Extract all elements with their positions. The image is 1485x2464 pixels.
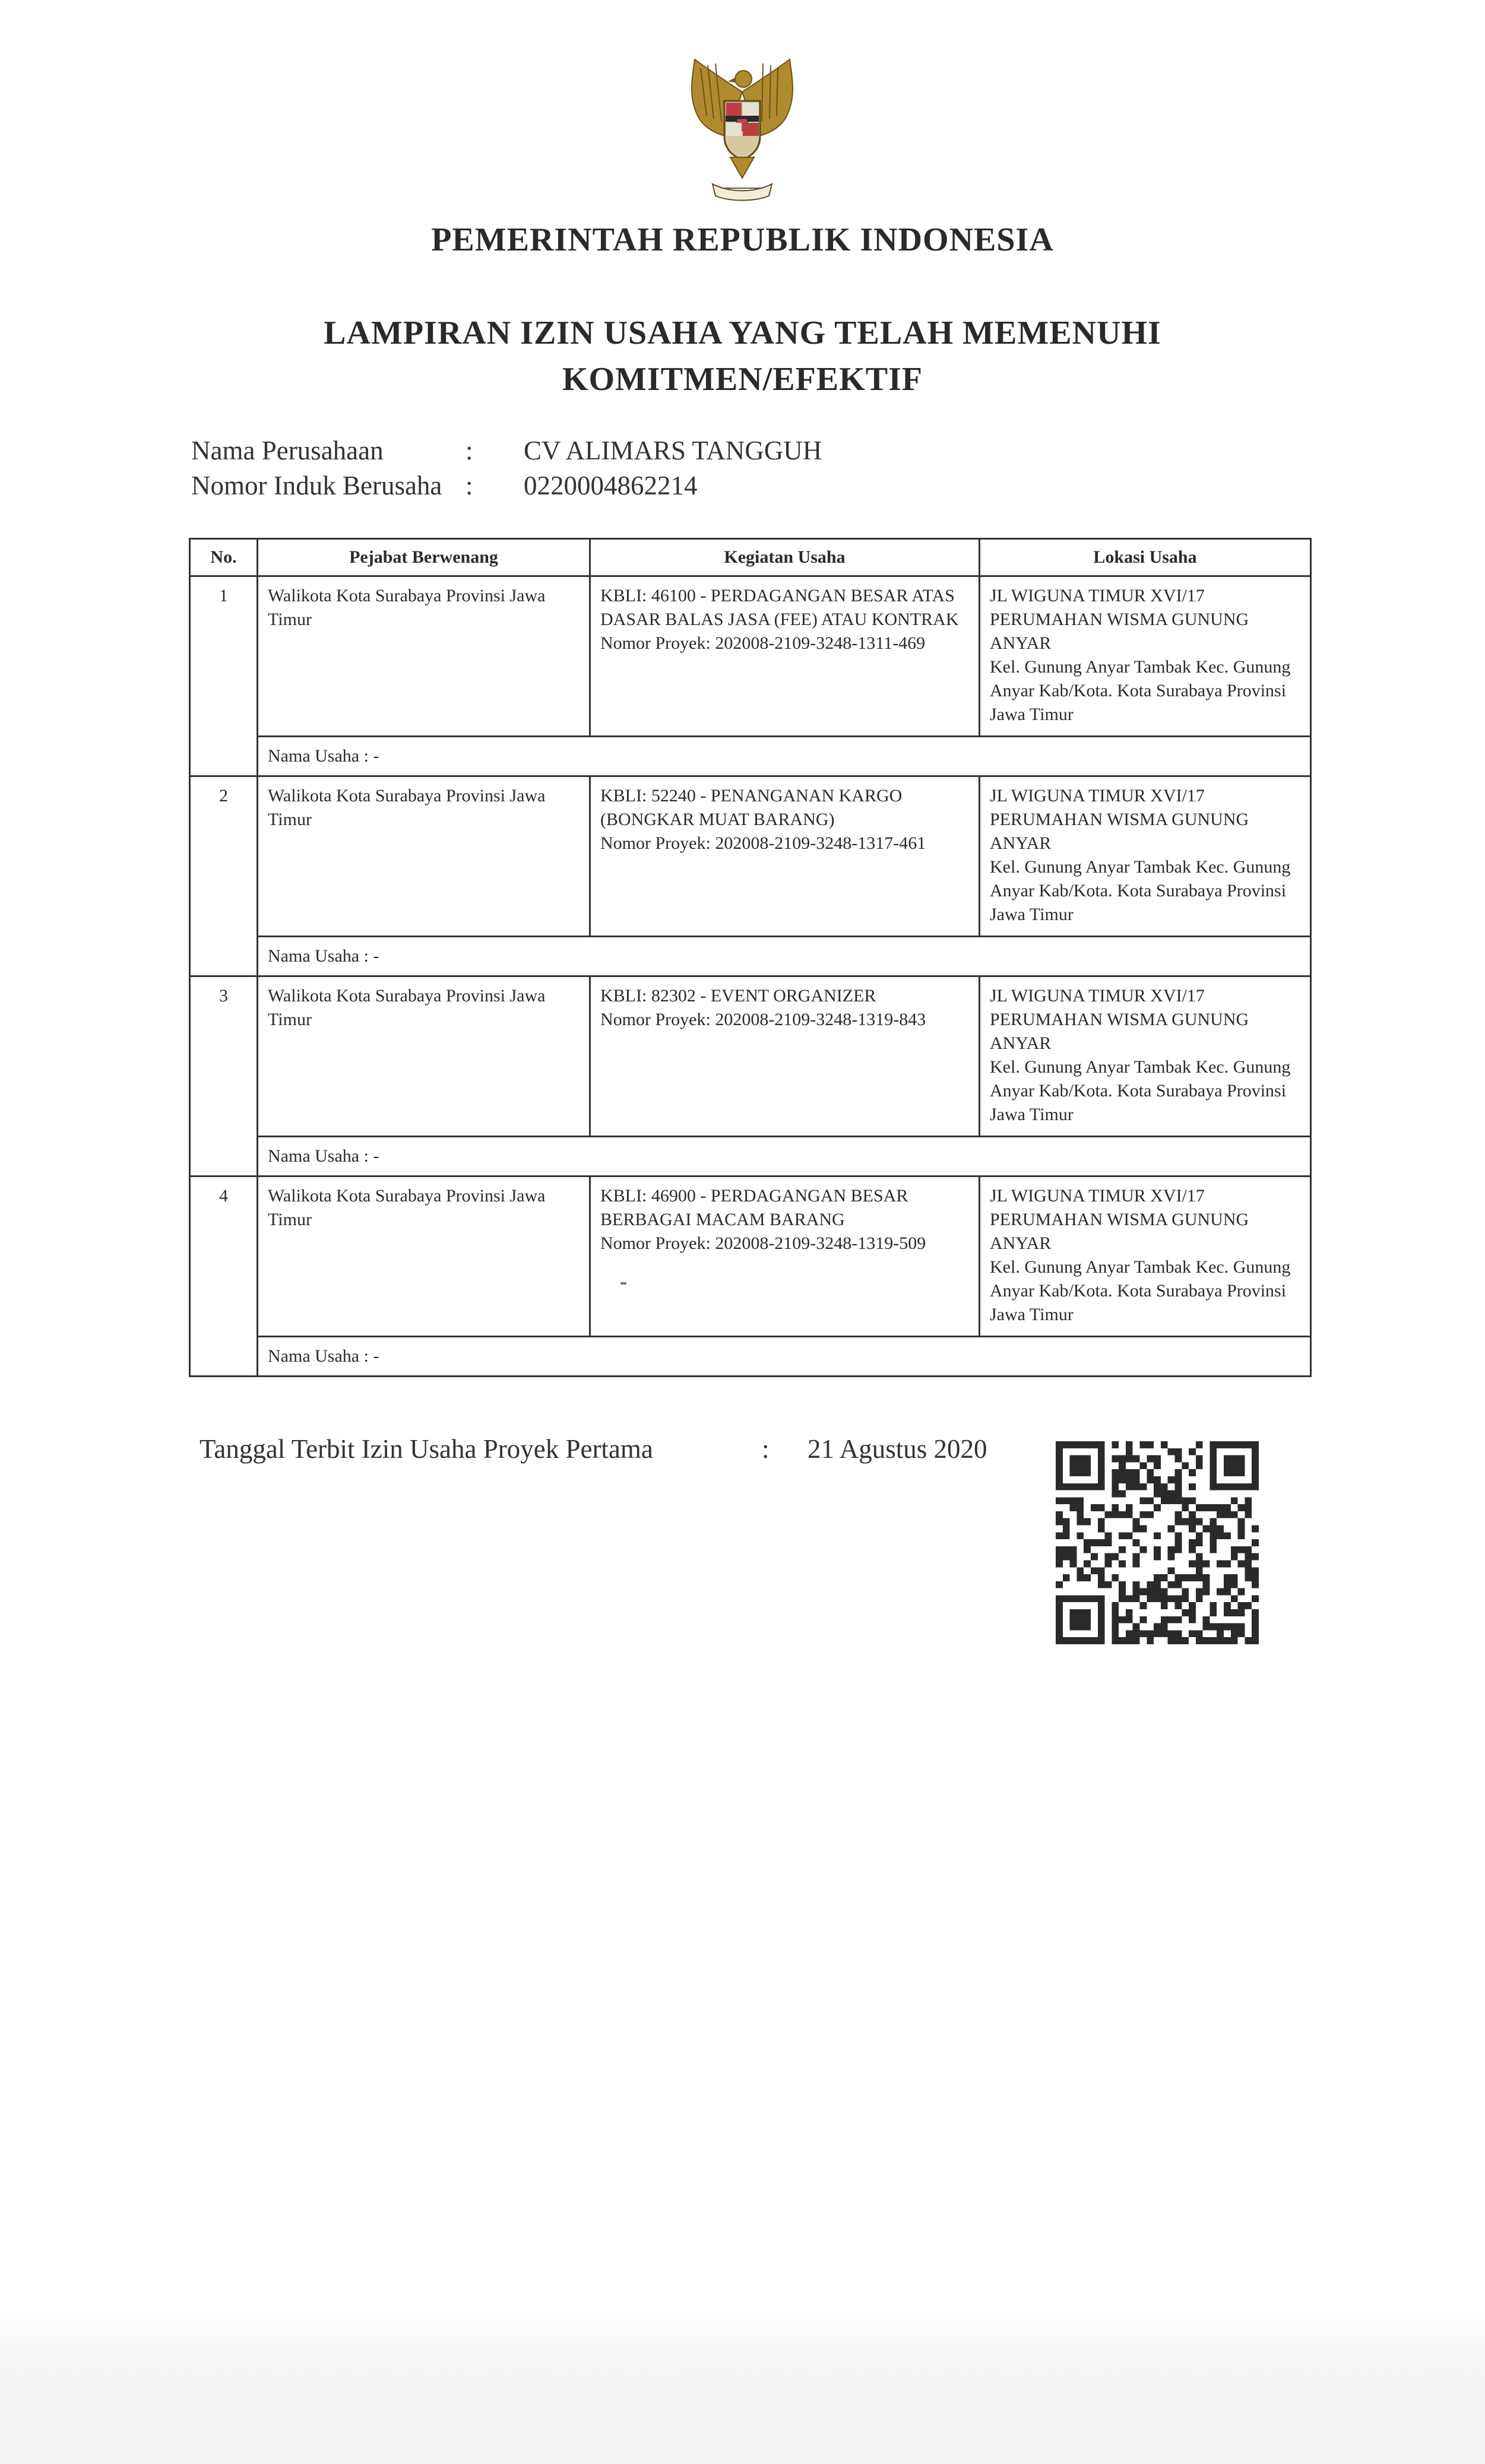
- scan-edge-shadow: [0, 2308, 1485, 2464]
- lokasi-address: JL WIGUNA TIMUR XVI/17 PERUMAHAN WISMA GUNUNG ANYAR: [990, 986, 1253, 1053]
- license-table: [189, 538, 1312, 1377]
- kegiatan-cell: [590, 576, 980, 737]
- nama-usaha-cell: Nama Usaha : -: [258, 737, 1311, 776]
- row-number: 4: [190, 1176, 258, 1377]
- kegiatan-cell: [590, 1176, 980, 1337]
- lokasi-address: JL WIGUNA TIMUR XVI/17 PERUMAHAN WISMA GUNUNG ANYAR: [990, 586, 1253, 653]
- lokasi-cell: [980, 576, 1311, 737]
- government-heading: PEMERINTAH REPUBLIK INDONESIA: [431, 221, 1054, 258]
- nama-usaha-cell: Nama Usaha : -: [258, 937, 1311, 976]
- table-row: [190, 1176, 1311, 1337]
- header-pejabat: Pejabat Berwenang: [258, 539, 590, 576]
- table-row: [190, 576, 1311, 737]
- pejabat-cell: Walikota Kota Surabaya Provinsi Jawa Timur: [258, 976, 590, 1137]
- document-title: [178, 310, 1307, 402]
- lokasi-detail: Kel. Gunung Anyar Tambak Kec. Gunung Anyar Kab/Kota. Kota Surabaya Provinsi Jawa Timur: [990, 1257, 1294, 1324]
- lokasi-cell: [980, 776, 1311, 937]
- table-header-row: [190, 539, 1311, 576]
- kbli-text: KBLI: 52240 - PENANGANAN KARGO (BONGKAR MUAT BARANG): [600, 786, 907, 829]
- lokasi-detail: Kel. Gunung Anyar Tambak Kec. Gunung Anyar Kab/Kota. Kota Surabaya Provinsi Jawa Timur: [990, 1057, 1294, 1124]
- row-number: 1: [190, 576, 258, 776]
- nama-usaha-row: [190, 737, 1311, 776]
- document-title-line-1: LAMPIRAN IZIN USAHA YANG TELAH MEMENUHI: [324, 315, 1161, 351]
- issued-date-value: 21 Agustus 2020: [808, 1434, 987, 1464]
- issued-date-label: Tanggal Terbit Izin Usaha Proyek Pertama: [200, 1434, 653, 1464]
- table-row: [190, 976, 1311, 1137]
- table-row: [190, 776, 1311, 937]
- row-number: 2: [190, 776, 258, 976]
- kbli-text: KBLI: 46100 - PERDAGANGAN BESAR ATAS DASAR BALAS JASA (FEE) ATAU KONTRAK: [600, 586, 960, 629]
- lokasi-detail: Kel. Gunung Anyar Tambak Kec. Gunung Anyar Kab/Kota. Kota Surabaya Provinsi Jawa Timur: [990, 657, 1294, 724]
- pejabat-cell: Walikota Kota Surabaya Provinsi Jawa Timur: [258, 576, 590, 737]
- header-no: No.: [190, 539, 258, 576]
- nama-usaha-row: [190, 937, 1311, 976]
- scan-speck: [620, 1282, 626, 1285]
- lokasi-address: JL WIGUNA TIMUR XVI/17 PERUMAHAN WISMA GUNUNG ANYAR: [990, 786, 1253, 853]
- project-number: Nomor Proyek: 202008-2109-3248-1311-469: [600, 633, 926, 653]
- lokasi-detail: Kel. Gunung Anyar Tambak Kec. Gunung Anyar Kab/Kota. Kota Surabaya Provinsi Jawa Timur: [990, 857, 1294, 924]
- nib-label: Nomor Induk Berusaha: [191, 471, 442, 500]
- project-number: Nomor Proyek: 202008-2109-3248-1317-461: [600, 833, 926, 853]
- company-name-label: Nama Perusahaan: [191, 436, 384, 465]
- lokasi-cell: [980, 1176, 1311, 1337]
- company-name-colon: :: [466, 436, 473, 465]
- company-name-value: CV ALIMARS TANGGUH: [524, 436, 822, 465]
- project-number: Nomor Proyek: 202008-2109-3248-1319-509: [600, 1233, 926, 1253]
- nama-usaha-cell: Nama Usaha : -: [258, 1137, 1311, 1176]
- kegiatan-cell: [590, 976, 980, 1137]
- lokasi-address: JL WIGUNA TIMUR XVI/17 PERUMAHAN WISMA GUNUNG ANYAR: [990, 1186, 1253, 1253]
- pejabat-cell: Walikota Kota Surabaya Provinsi Jawa Timur: [258, 776, 590, 937]
- garuda-emblem-icon: [671, 56, 813, 205]
- kegiatan-cell: [590, 776, 980, 937]
- nib-colon: :: [466, 471, 473, 500]
- header-kegiatan: Kegiatan Usaha: [590, 539, 980, 576]
- nama-usaha-row: [190, 1137, 1311, 1176]
- nama-usaha-cell: Nama Usaha : -: [258, 1337, 1311, 1377]
- project-number: Nomor Proyek: 202008-2109-3248-1319-843: [600, 1010, 926, 1029]
- qr-code-icon: [1056, 1441, 1259, 1644]
- kbli-text: KBLI: 82302 - EVENT ORGANIZER: [600, 986, 876, 1006]
- pejabat-cell: Walikota Kota Surabaya Provinsi Jawa Timur: [258, 1176, 590, 1337]
- header-lokasi: Lokasi Usaha: [980, 539, 1311, 576]
- nib-value: 0220004862214: [524, 471, 698, 500]
- lokasi-cell: [980, 976, 1311, 1137]
- nama-usaha-row: [190, 1337, 1311, 1377]
- row-number: 3: [190, 976, 258, 1176]
- document-title-line-2: KOMITMEN/EFEKTIF: [562, 361, 923, 398]
- issued-date-colon: :: [762, 1434, 770, 1464]
- kbli-text: KBLI: 46900 - PERDAGANGAN BESAR BERBAGAI MACAM BARANG: [600, 1186, 913, 1229]
